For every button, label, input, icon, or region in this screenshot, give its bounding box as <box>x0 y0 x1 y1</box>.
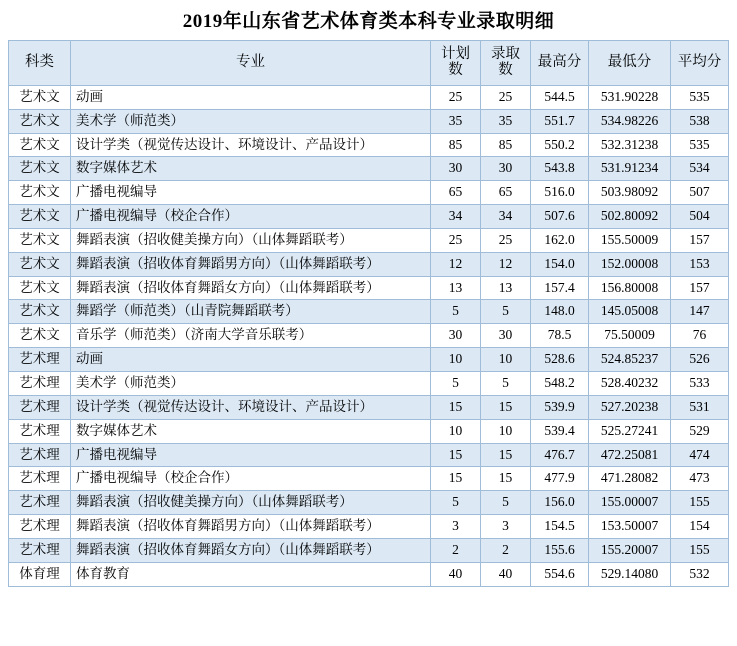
cell-highest-score: 548.2 <box>531 372 589 396</box>
cell-plan-count: 25 <box>431 85 481 109</box>
cell-admitted-count: 65 <box>481 181 531 205</box>
cell-lowest-score: 502.80092 <box>589 205 671 229</box>
cell-lowest-score: 525.27241 <box>589 419 671 443</box>
cell-plan-count: 10 <box>431 348 481 372</box>
cell-admitted-count: 35 <box>481 109 531 133</box>
cell-plan-count: 10 <box>431 419 481 443</box>
cell-lowest-score: 153.50007 <box>589 515 671 539</box>
cell-subject-category: 艺术理 <box>9 372 71 396</box>
cell-lowest-score: 524.85237 <box>589 348 671 372</box>
cell-subject-category: 艺术文 <box>9 252 71 276</box>
cell-average-score: 532 <box>671 562 729 586</box>
column-header-subject-category: 科类 <box>9 41 71 86</box>
cell-admitted-count: 30 <box>481 324 531 348</box>
cell-plan-count: 5 <box>431 372 481 396</box>
cell-highest-score: 528.6 <box>531 348 589 372</box>
cell-subject-category: 艺术理 <box>9 348 71 372</box>
cell-average-score: 504 <box>671 205 729 229</box>
cell-subject-category: 艺术理 <box>9 395 71 419</box>
cell-major: 舞蹈表演（招收体育舞蹈女方向）（山体舞蹈联考） <box>71 276 431 300</box>
cell-plan-count: 15 <box>431 395 481 419</box>
cell-major: 动画 <box>71 348 431 372</box>
cell-highest-score: 507.6 <box>531 205 589 229</box>
cell-highest-score: 148.0 <box>531 300 589 324</box>
cell-highest-score: 155.6 <box>531 538 589 562</box>
cell-admitted-count: 30 <box>481 157 531 181</box>
cell-average-score: 529 <box>671 419 729 443</box>
cell-subject-category: 艺术理 <box>9 491 71 515</box>
cell-average-score: 531 <box>671 395 729 419</box>
cell-highest-score: 554.6 <box>531 562 589 586</box>
table-row <box>9 276 729 300</box>
cell-lowest-score: 155.20007 <box>589 538 671 562</box>
cell-average-score: 507 <box>671 181 729 205</box>
cell-major: 设计学类（视觉传达设计、环境设计、产品设计） <box>71 133 431 157</box>
cell-admitted-count: 5 <box>481 491 531 515</box>
cell-highest-score: 543.8 <box>531 157 589 181</box>
cell-plan-count: 30 <box>431 157 481 181</box>
cell-lowest-score: 531.91234 <box>589 157 671 181</box>
table-row <box>9 348 729 372</box>
cell-lowest-score: 75.50009 <box>589 324 671 348</box>
cell-subject-category: 艺术文 <box>9 324 71 348</box>
cell-admitted-count: 3 <box>481 515 531 539</box>
cell-highest-score: 550.2 <box>531 133 589 157</box>
cell-plan-count: 5 <box>431 300 481 324</box>
cell-admitted-count: 15 <box>481 443 531 467</box>
cell-admitted-count: 15 <box>481 395 531 419</box>
cell-admitted-count: 5 <box>481 300 531 324</box>
cell-average-score: 533 <box>671 372 729 396</box>
cell-plan-count: 15 <box>431 467 481 491</box>
table-row <box>9 300 729 324</box>
table-row <box>9 467 729 491</box>
column-header-major: 专业 <box>71 41 431 86</box>
cell-highest-score: 516.0 <box>531 181 589 205</box>
cell-subject-category: 艺术文 <box>9 85 71 109</box>
cell-average-score: 535 <box>671 133 729 157</box>
cell-admitted-count: 10 <box>481 348 531 372</box>
cell-highest-score: 78.5 <box>531 324 589 348</box>
cell-subject-category: 艺术文 <box>9 109 71 133</box>
column-header-average-score: 平均分 <box>671 41 729 86</box>
table-row <box>9 109 729 133</box>
table-row <box>9 85 729 109</box>
cell-plan-count: 2 <box>431 538 481 562</box>
cell-highest-score: 157.4 <box>531 276 589 300</box>
cell-highest-score: 162.0 <box>531 228 589 252</box>
cell-major: 舞蹈表演（招收体育舞蹈女方向）（山体舞蹈联考） <box>71 538 431 562</box>
cell-plan-count: 40 <box>431 562 481 586</box>
cell-lowest-score: 145.05008 <box>589 300 671 324</box>
table-row <box>9 228 729 252</box>
cell-subject-category: 艺术文 <box>9 133 71 157</box>
cell-highest-score: 477.9 <box>531 467 589 491</box>
cell-major: 广播电视编导（校企合作） <box>71 205 431 229</box>
cell-subject-category: 艺术理 <box>9 443 71 467</box>
cell-subject-category: 艺术理 <box>9 515 71 539</box>
table-header <box>9 41 729 86</box>
cell-highest-score: 539.9 <box>531 395 589 419</box>
cell-lowest-score: 152.00008 <box>589 252 671 276</box>
cell-average-score: 76 <box>671 324 729 348</box>
cell-lowest-score: 156.80008 <box>589 276 671 300</box>
cell-subject-category: 艺术文 <box>9 205 71 229</box>
cell-plan-count: 34 <box>431 205 481 229</box>
cell-lowest-score: 155.50009 <box>589 228 671 252</box>
cell-lowest-score: 528.40232 <box>589 372 671 396</box>
table-row <box>9 443 729 467</box>
cell-subject-category: 艺术文 <box>9 228 71 252</box>
table-row <box>9 252 729 276</box>
cell-major: 设计学类（视觉传达设计、环境设计、产品设计） <box>71 395 431 419</box>
cell-major: 数字媒体艺术 <box>71 419 431 443</box>
cell-major: 舞蹈表演（招收健美操方向）（山体舞蹈联考） <box>71 228 431 252</box>
table-row <box>9 515 729 539</box>
cell-admitted-count: 15 <box>481 467 531 491</box>
cell-lowest-score: 527.20238 <box>589 395 671 419</box>
cell-admitted-count: 25 <box>481 228 531 252</box>
cell-average-score: 153 <box>671 252 729 276</box>
cell-lowest-score: 532.31238 <box>589 133 671 157</box>
cell-highest-score: 154.0 <box>531 252 589 276</box>
cell-subject-category: 艺术文 <box>9 157 71 181</box>
cell-admitted-count: 12 <box>481 252 531 276</box>
cell-lowest-score: 471.28082 <box>589 467 671 491</box>
cell-major: 音乐学（师范类）（济南大学音乐联考） <box>71 324 431 348</box>
cell-admitted-count: 40 <box>481 562 531 586</box>
cell-lowest-score: 534.98226 <box>589 109 671 133</box>
cell-subject-category: 艺术理 <box>9 419 71 443</box>
table-row <box>9 133 729 157</box>
cell-average-score: 155 <box>671 538 729 562</box>
cell-plan-count: 5 <box>431 491 481 515</box>
cell-plan-count: 25 <box>431 228 481 252</box>
cell-major: 动画 <box>71 85 431 109</box>
cell-highest-score: 156.0 <box>531 491 589 515</box>
cell-average-score: 157 <box>671 276 729 300</box>
cell-average-score: 155 <box>671 491 729 515</box>
cell-admitted-count: 34 <box>481 205 531 229</box>
admission-details-table <box>8 40 729 587</box>
cell-plan-count: 13 <box>431 276 481 300</box>
cell-admitted-count: 5 <box>481 372 531 396</box>
cell-subject-category: 体育理 <box>9 562 71 586</box>
cell-lowest-score: 155.00007 <box>589 491 671 515</box>
cell-major: 体育教育 <box>71 562 431 586</box>
cell-average-score: 526 <box>671 348 729 372</box>
cell-major: 广播电视编导 <box>71 181 431 205</box>
cell-subject-category: 艺术理 <box>9 467 71 491</box>
table-row <box>9 205 729 229</box>
page-title: 2019年山东省艺术体育类本科专业录取明细 <box>182 11 555 32</box>
cell-major: 舞蹈表演（招收体育舞蹈男方向）（山体舞蹈联考） <box>71 252 431 276</box>
cell-average-score: 473 <box>671 467 729 491</box>
table-row <box>9 538 729 562</box>
cell-lowest-score: 529.14080 <box>589 562 671 586</box>
cell-highest-score: 539.4 <box>531 419 589 443</box>
cell-admitted-count: 85 <box>481 133 531 157</box>
cell-subject-category: 艺术文 <box>9 276 71 300</box>
table-row <box>9 372 729 396</box>
table-row <box>9 181 729 205</box>
table-row <box>9 419 729 443</box>
cell-plan-count: 12 <box>431 252 481 276</box>
cell-major: 舞蹈表演（招收体育舞蹈男方向）（山体舞蹈联考） <box>71 515 431 539</box>
table-row <box>9 491 729 515</box>
cell-plan-count: 65 <box>431 181 481 205</box>
column-header-plan-count: 计划数 <box>431 41 481 86</box>
cell-highest-score: 551.7 <box>531 109 589 133</box>
table-row <box>9 157 729 181</box>
cell-highest-score: 476.7 <box>531 443 589 467</box>
cell-major: 美术学（师范类） <box>71 109 431 133</box>
cell-subject-category: 艺术文 <box>9 181 71 205</box>
cell-highest-score: 154.5 <box>531 515 589 539</box>
cell-average-score: 474 <box>671 443 729 467</box>
cell-plan-count: 85 <box>431 133 481 157</box>
cell-major: 舞蹈学（师范类）（山青院舞蹈联考） <box>71 300 431 324</box>
cell-lowest-score: 472.25081 <box>589 443 671 467</box>
cell-plan-count: 35 <box>431 109 481 133</box>
cell-average-score: 538 <box>671 109 729 133</box>
cell-admitted-count: 25 <box>481 85 531 109</box>
table-row <box>9 395 729 419</box>
cell-highest-score: 544.5 <box>531 85 589 109</box>
cell-plan-count: 15 <box>431 443 481 467</box>
cell-lowest-score: 531.90228 <box>589 85 671 109</box>
table-body <box>9 85 729 586</box>
cell-subject-category: 艺术理 <box>9 538 71 562</box>
column-header-lowest-score: 最低分 <box>589 41 671 86</box>
table-row <box>9 562 729 586</box>
cell-major: 数字媒体艺术 <box>71 157 431 181</box>
column-header-admitted-count: 录取数 <box>481 41 531 86</box>
cell-average-score: 535 <box>671 85 729 109</box>
cell-subject-category: 艺术文 <box>9 300 71 324</box>
cell-lowest-score: 503.98092 <box>589 181 671 205</box>
cell-plan-count: 30 <box>431 324 481 348</box>
cell-admitted-count: 13 <box>481 276 531 300</box>
cell-average-score: 534 <box>671 157 729 181</box>
cell-major: 美术学（师范类） <box>71 372 431 396</box>
cell-major: 广播电视编导（校企合作） <box>71 467 431 491</box>
column-header-highest-score: 最高分 <box>531 41 589 86</box>
cell-admitted-count: 10 <box>481 419 531 443</box>
cell-average-score: 157 <box>671 228 729 252</box>
cell-average-score: 147 <box>671 300 729 324</box>
cell-major: 广播电视编导 <box>71 443 431 467</box>
table-row <box>9 324 729 348</box>
cell-plan-count: 3 <box>431 515 481 539</box>
cell-major: 舞蹈表演（招收健美操方向）（山体舞蹈联考） <box>71 491 431 515</box>
cell-admitted-count: 2 <box>481 538 531 562</box>
cell-average-score: 154 <box>671 515 729 539</box>
header-row <box>9 41 729 86</box>
